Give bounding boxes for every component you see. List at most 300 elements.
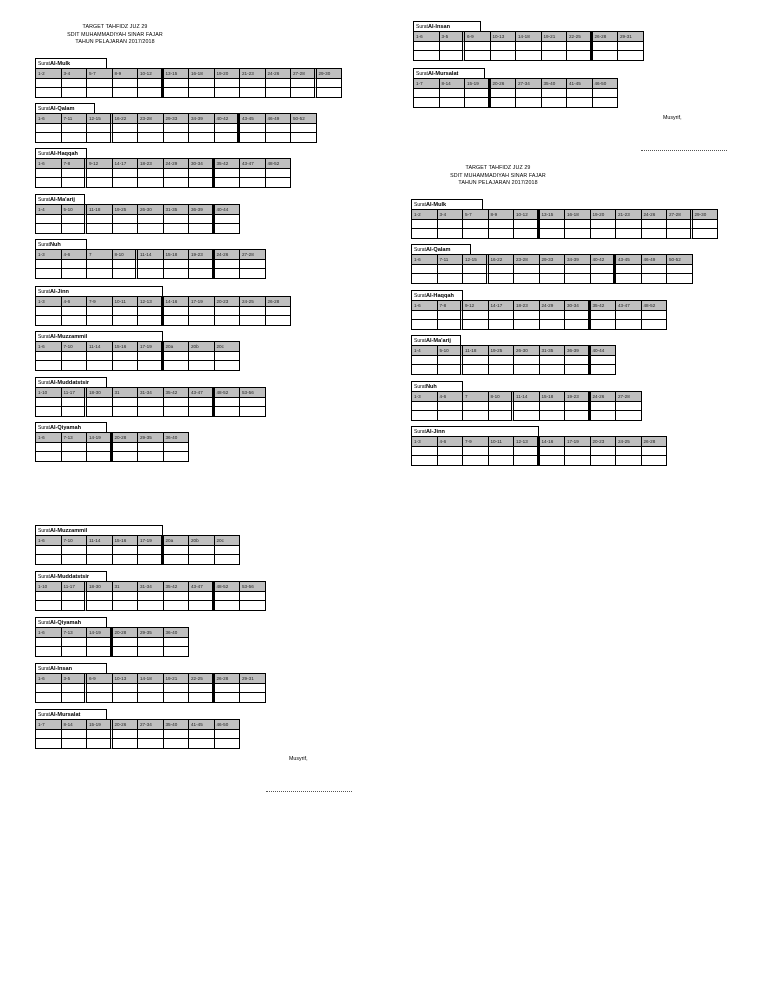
check-cell[interactable] (215, 601, 241, 611)
check-cell[interactable] (591, 365, 617, 375)
check-cell[interactable] (591, 264, 617, 274)
check-cell[interactable] (565, 310, 591, 320)
check-cell[interactable] (412, 401, 438, 411)
check-cell[interactable] (414, 41, 440, 51)
check-cell[interactable] (412, 320, 438, 330)
check-cell[interactable] (540, 320, 566, 330)
check-cell[interactable] (489, 355, 515, 365)
check-cell[interactable] (591, 320, 617, 330)
check-cell[interactable] (62, 739, 88, 749)
check-cell[interactable] (438, 456, 464, 466)
check-cell[interactable] (642, 229, 668, 239)
check-cell[interactable] (62, 452, 88, 462)
check-cell[interactable] (489, 365, 515, 375)
check-cell[interactable] (138, 133, 164, 143)
check-cell[interactable] (113, 133, 139, 143)
check-cell[interactable] (514, 355, 540, 365)
check-cell[interactable] (438, 274, 464, 284)
check-cell[interactable] (240, 269, 266, 279)
check-cell[interactable] (87, 591, 113, 601)
check-cell[interactable] (215, 269, 241, 279)
check-cell[interactable] (240, 178, 266, 188)
check-cell[interactable] (593, 51, 619, 61)
check-cell[interactable] (62, 693, 88, 703)
check-cell[interactable] (540, 264, 566, 274)
check-cell[interactable] (113, 601, 139, 611)
check-cell[interactable] (215, 88, 241, 98)
check-cell[interactable] (36, 452, 62, 462)
check-cell[interactable] (642, 274, 668, 284)
check-cell[interactable] (516, 88, 542, 98)
check-cell[interactable] (412, 446, 438, 456)
check-cell[interactable] (540, 355, 566, 365)
check-cell[interactable] (291, 88, 317, 98)
check-cell[interactable] (138, 361, 164, 371)
check-cell[interactable] (565, 446, 591, 456)
check-cell[interactable] (514, 264, 540, 274)
check-cell[interactable] (489, 320, 515, 330)
check-cell[interactable] (616, 219, 642, 229)
check-cell[interactable] (414, 88, 440, 98)
check-cell[interactable] (87, 683, 113, 693)
check-cell[interactable] (215, 407, 241, 417)
check-cell[interactable] (189, 316, 215, 326)
check-cell[interactable] (618, 51, 644, 61)
check-cell[interactable] (463, 365, 489, 375)
check-cell[interactable] (164, 214, 190, 224)
check-cell[interactable] (87, 224, 113, 234)
check-cell[interactable] (414, 98, 440, 108)
check-cell[interactable] (87, 178, 113, 188)
check-cell[interactable] (540, 310, 566, 320)
check-cell[interactable] (565, 355, 591, 365)
check-cell[interactable] (87, 647, 113, 657)
check-cell[interactable] (113, 591, 139, 601)
check-cell[interactable] (189, 397, 215, 407)
check-cell[interactable] (113, 739, 139, 749)
check-cell[interactable] (164, 397, 190, 407)
check-cell[interactable] (113, 683, 139, 693)
check-cell[interactable] (113, 442, 139, 452)
check-cell[interactable] (489, 411, 515, 421)
check-cell[interactable] (215, 693, 241, 703)
check-cell[interactable] (491, 51, 517, 61)
check-cell[interactable] (189, 133, 215, 143)
check-cell[interactable] (266, 78, 292, 88)
check-cell[interactable] (463, 320, 489, 330)
check-cell[interactable] (240, 88, 266, 98)
check-cell[interactable] (113, 637, 139, 647)
check-cell[interactable] (514, 446, 540, 456)
check-cell[interactable] (215, 78, 241, 88)
check-cell[interactable] (616, 456, 642, 466)
check-cell[interactable] (215, 214, 241, 224)
check-cell[interactable] (540, 365, 566, 375)
check-cell[interactable] (62, 407, 88, 417)
check-cell[interactable] (291, 123, 317, 133)
check-cell[interactable] (642, 320, 668, 330)
check-cell[interactable] (62, 591, 88, 601)
check-cell[interactable] (591, 219, 617, 229)
check-cell[interactable] (36, 316, 62, 326)
check-cell[interactable] (87, 78, 113, 88)
check-cell[interactable] (87, 545, 113, 555)
check-cell[interactable] (87, 306, 113, 316)
check-cell[interactable] (463, 401, 489, 411)
check-cell[interactable] (465, 51, 491, 61)
check-cell[interactable] (565, 229, 591, 239)
check-cell[interactable] (489, 310, 515, 320)
check-cell[interactable] (266, 88, 292, 98)
check-cell[interactable] (138, 316, 164, 326)
check-cell[interactable] (164, 133, 190, 143)
check-cell[interactable] (113, 178, 139, 188)
check-cell[interactable] (36, 88, 62, 98)
check-cell[interactable] (438, 310, 464, 320)
check-cell[interactable] (567, 98, 593, 108)
check-cell[interactable] (62, 133, 88, 143)
check-cell[interactable] (667, 229, 693, 239)
check-cell[interactable] (113, 214, 139, 224)
check-cell[interactable] (438, 365, 464, 375)
check-cell[interactable] (62, 442, 88, 452)
check-cell[interactable] (412, 229, 438, 239)
check-cell[interactable] (514, 229, 540, 239)
check-cell[interactable] (113, 259, 139, 269)
check-cell[interactable] (138, 683, 164, 693)
check-cell[interactable] (36, 739, 62, 749)
check-cell[interactable] (36, 555, 62, 565)
check-cell[interactable] (540, 229, 566, 239)
check-cell[interactable] (616, 229, 642, 239)
check-cell[interactable] (138, 739, 164, 749)
check-cell[interactable] (514, 219, 540, 229)
check-cell[interactable] (62, 269, 88, 279)
check-cell[interactable] (440, 98, 466, 108)
check-cell[interactable] (138, 407, 164, 417)
check-cell[interactable] (463, 229, 489, 239)
check-cell[interactable] (489, 274, 515, 284)
check-cell[interactable] (438, 411, 464, 421)
check-cell[interactable] (189, 259, 215, 269)
check-cell[interactable] (62, 545, 88, 555)
check-cell[interactable] (593, 88, 619, 98)
check-cell[interactable] (514, 411, 540, 421)
check-cell[interactable] (240, 397, 266, 407)
check-cell[interactable] (540, 456, 566, 466)
check-cell[interactable] (215, 683, 241, 693)
check-cell[interactable] (463, 355, 489, 365)
check-cell[interactable] (215, 316, 241, 326)
check-cell[interactable] (138, 637, 164, 647)
check-cell[interactable] (642, 219, 668, 229)
check-cell[interactable] (138, 224, 164, 234)
check-cell[interactable] (591, 310, 617, 320)
check-cell[interactable] (189, 224, 215, 234)
check-cell[interactable] (412, 355, 438, 365)
check-cell[interactable] (189, 683, 215, 693)
check-cell[interactable] (514, 401, 540, 411)
check-cell[interactable] (113, 351, 139, 361)
check-cell[interactable] (591, 411, 617, 421)
check-cell[interactable] (138, 591, 164, 601)
check-cell[interactable] (36, 224, 62, 234)
check-cell[interactable] (87, 601, 113, 611)
check-cell[interactable] (465, 88, 491, 98)
check-cell[interactable] (113, 361, 139, 371)
check-cell[interactable] (291, 78, 317, 88)
check-cell[interactable] (489, 229, 515, 239)
check-cell[interactable] (440, 88, 466, 98)
check-cell[interactable] (616, 411, 642, 421)
check-cell[interactable] (438, 401, 464, 411)
check-cell[interactable] (164, 269, 190, 279)
check-cell[interactable] (489, 456, 515, 466)
check-cell[interactable] (642, 310, 668, 320)
check-cell[interactable] (540, 274, 566, 284)
check-cell[interactable] (412, 310, 438, 320)
check-cell[interactable] (266, 133, 292, 143)
check-cell[interactable] (189, 269, 215, 279)
check-cell[interactable] (591, 355, 617, 365)
check-cell[interactable] (36, 601, 62, 611)
check-cell[interactable] (36, 442, 62, 452)
check-cell[interactable] (164, 591, 190, 601)
check-cell[interactable] (465, 41, 491, 51)
check-cell[interactable] (189, 78, 215, 88)
check-cell[interactable] (138, 178, 164, 188)
check-cell[interactable] (189, 214, 215, 224)
check-cell[interactable] (489, 401, 515, 411)
check-cell[interactable] (540, 446, 566, 456)
check-cell[interactable] (87, 407, 113, 417)
check-cell[interactable] (240, 316, 266, 326)
check-cell[interactable] (113, 545, 139, 555)
check-cell[interactable] (591, 401, 617, 411)
check-cell[interactable] (164, 739, 190, 749)
check-cell[interactable] (62, 647, 88, 657)
check-cell[interactable] (62, 306, 88, 316)
check-cell[interactable] (62, 123, 88, 133)
check-cell[interactable] (87, 397, 113, 407)
check-cell[interactable] (412, 264, 438, 274)
check-cell[interactable] (516, 41, 542, 51)
check-cell[interactable] (412, 411, 438, 421)
check-cell[interactable] (438, 446, 464, 456)
check-cell[interactable] (491, 41, 517, 51)
check-cell[interactable] (215, 259, 241, 269)
check-cell[interactable] (240, 601, 266, 611)
check-cell[interactable] (591, 229, 617, 239)
check-cell[interactable] (591, 274, 617, 284)
check-cell[interactable] (138, 452, 164, 462)
check-cell[interactable] (593, 41, 619, 51)
check-cell[interactable] (266, 316, 292, 326)
check-cell[interactable] (87, 361, 113, 371)
check-cell[interactable] (138, 351, 164, 361)
check-cell[interactable] (440, 51, 466, 61)
check-cell[interactable] (463, 456, 489, 466)
check-cell[interactable] (516, 98, 542, 108)
check-cell[interactable] (36, 178, 62, 188)
check-cell[interactable] (189, 123, 215, 133)
check-cell[interactable] (36, 78, 62, 88)
check-cell[interactable] (113, 693, 139, 703)
check-cell[interactable] (113, 224, 139, 234)
check-cell[interactable] (565, 320, 591, 330)
check-cell[interactable] (113, 306, 139, 316)
check-cell[interactable] (642, 456, 668, 466)
check-cell[interactable] (113, 168, 139, 178)
check-cell[interactable] (616, 310, 642, 320)
check-cell[interactable] (87, 214, 113, 224)
check-cell[interactable] (438, 264, 464, 274)
check-cell[interactable] (138, 259, 164, 269)
check-cell[interactable] (164, 637, 190, 647)
check-cell[interactable] (414, 51, 440, 61)
check-cell[interactable] (693, 229, 719, 239)
check-cell[interactable] (87, 88, 113, 98)
check-cell[interactable] (565, 219, 591, 229)
check-cell[interactable] (591, 446, 617, 456)
check-cell[interactable] (62, 683, 88, 693)
check-cell[interactable] (266, 306, 292, 316)
check-cell[interactable] (438, 229, 464, 239)
check-cell[interactable] (616, 401, 642, 411)
check-cell[interactable] (138, 168, 164, 178)
check-cell[interactable] (189, 306, 215, 316)
check-cell[interactable] (36, 214, 62, 224)
check-cell[interactable] (189, 729, 215, 739)
check-cell[interactable] (266, 123, 292, 133)
check-cell[interactable] (240, 168, 266, 178)
check-cell[interactable] (412, 274, 438, 284)
check-cell[interactable] (291, 133, 317, 143)
check-cell[interactable] (138, 545, 164, 555)
check-cell[interactable] (542, 88, 568, 98)
check-cell[interactable] (113, 729, 139, 739)
check-cell[interactable] (36, 269, 62, 279)
check-cell[interactable] (215, 591, 241, 601)
check-cell[interactable] (138, 397, 164, 407)
check-cell[interactable] (62, 214, 88, 224)
check-cell[interactable] (36, 693, 62, 703)
check-cell[interactable] (164, 224, 190, 234)
check-cell[interactable] (215, 133, 241, 143)
check-cell[interactable] (266, 178, 292, 188)
check-cell[interactable] (36, 397, 62, 407)
check-cell[interactable] (113, 647, 139, 657)
check-cell[interactable] (36, 683, 62, 693)
check-cell[interactable] (138, 693, 164, 703)
check-cell[interactable] (62, 178, 88, 188)
check-cell[interactable] (36, 306, 62, 316)
check-cell[interactable] (618, 41, 644, 51)
check-cell[interactable] (87, 168, 113, 178)
check-cell[interactable] (62, 637, 88, 647)
check-cell[interactable] (113, 269, 139, 279)
check-cell[interactable] (36, 123, 62, 133)
check-cell[interactable] (138, 442, 164, 452)
check-cell[interactable] (567, 51, 593, 61)
check-cell[interactable] (412, 219, 438, 229)
check-cell[interactable] (62, 361, 88, 371)
check-cell[interactable] (642, 264, 668, 274)
check-cell[interactable] (317, 78, 343, 88)
check-cell[interactable] (240, 683, 266, 693)
check-cell[interactable] (489, 446, 515, 456)
check-cell[interactable] (616, 446, 642, 456)
check-cell[interactable] (593, 98, 619, 108)
check-cell[interactable] (667, 274, 693, 284)
check-cell[interactable] (36, 637, 62, 647)
check-cell[interactable] (62, 259, 88, 269)
check-cell[interactable] (189, 739, 215, 749)
check-cell[interactable] (164, 259, 190, 269)
check-cell[interactable] (240, 123, 266, 133)
check-cell[interactable] (189, 693, 215, 703)
check-cell[interactable] (215, 397, 241, 407)
check-cell[interactable] (215, 729, 241, 739)
check-cell[interactable] (36, 168, 62, 178)
check-cell[interactable] (164, 729, 190, 739)
check-cell[interactable] (164, 555, 190, 565)
check-cell[interactable] (36, 259, 62, 269)
check-cell[interactable] (240, 133, 266, 143)
check-cell[interactable] (87, 739, 113, 749)
check-cell[interactable] (189, 555, 215, 565)
check-cell[interactable] (62, 555, 88, 565)
check-cell[interactable] (62, 78, 88, 88)
check-cell[interactable] (440, 41, 466, 51)
check-cell[interactable] (463, 274, 489, 284)
check-cell[interactable] (113, 123, 139, 133)
check-cell[interactable] (412, 365, 438, 375)
check-cell[interactable] (138, 601, 164, 611)
check-cell[interactable] (438, 355, 464, 365)
check-cell[interactable] (616, 264, 642, 274)
check-cell[interactable] (189, 545, 215, 555)
check-cell[interactable] (463, 411, 489, 421)
check-cell[interactable] (465, 98, 491, 108)
check-cell[interactable] (87, 123, 113, 133)
check-cell[interactable] (113, 78, 139, 88)
check-cell[interactable] (215, 351, 241, 361)
check-cell[interactable] (514, 456, 540, 466)
check-cell[interactable] (514, 365, 540, 375)
check-cell[interactable] (542, 98, 568, 108)
check-cell[interactable] (62, 316, 88, 326)
check-cell[interactable] (113, 397, 139, 407)
check-cell[interactable] (164, 442, 190, 452)
check-cell[interactable] (138, 306, 164, 316)
check-cell[interactable] (87, 693, 113, 703)
check-cell[interactable] (215, 306, 241, 316)
check-cell[interactable] (542, 51, 568, 61)
check-cell[interactable] (87, 729, 113, 739)
check-cell[interactable] (616, 320, 642, 330)
check-cell[interactable] (36, 591, 62, 601)
check-cell[interactable] (189, 168, 215, 178)
check-cell[interactable] (36, 647, 62, 657)
check-cell[interactable] (491, 88, 517, 98)
check-cell[interactable] (616, 274, 642, 284)
check-cell[interactable] (164, 78, 190, 88)
check-cell[interactable] (87, 259, 113, 269)
check-cell[interactable] (514, 320, 540, 330)
check-cell[interactable] (87, 452, 113, 462)
check-cell[interactable] (189, 88, 215, 98)
